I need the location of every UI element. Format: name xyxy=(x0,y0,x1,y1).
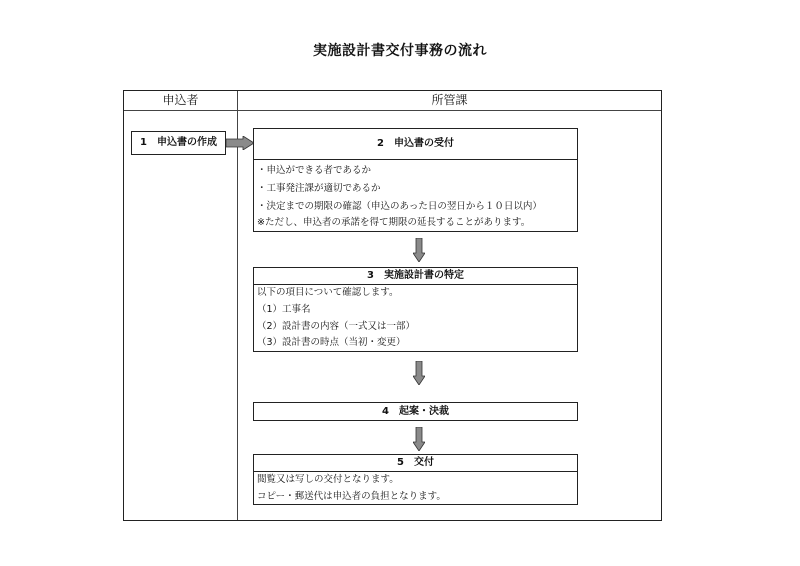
step-5-line: コピー・郵送代は申込者の負担となります。 xyxy=(257,491,446,502)
step-3-line: （1）工事名 xyxy=(257,304,311,315)
arrow-down-icon xyxy=(413,427,425,451)
step-1-box xyxy=(131,131,226,155)
step-4-label: 4 起案・決裁 xyxy=(382,406,449,417)
arrow-right-icon xyxy=(226,136,254,150)
arrow-down-icon xyxy=(413,361,425,385)
header-divider xyxy=(124,110,661,111)
step-2-line: ・決定までの期限の確認（申込のあった日の翌日から１０日以内） xyxy=(257,201,542,212)
document-title: 実施設計書交付事務の流れ xyxy=(313,43,487,59)
step-2-box xyxy=(253,128,578,232)
step-3-label: 3 実施設計書の特定 xyxy=(254,268,577,285)
step-3-line: （2）設計書の内容（一式又は一部） xyxy=(257,321,416,332)
step-3-box xyxy=(253,267,578,352)
arrow-down-icon xyxy=(413,238,425,262)
step-3-line: 以下の項目について確認します。 xyxy=(257,287,399,298)
column-divider xyxy=(237,91,238,520)
column-header-department: 所管課 xyxy=(431,93,468,107)
step-5-box xyxy=(253,454,578,505)
step-4-box xyxy=(253,402,578,421)
column-header-applicant: 申込者 xyxy=(162,93,199,107)
step-2-line: ・工事発注課が適切であるか xyxy=(257,183,381,194)
step-5-line: 閲覧又は写しの交付となります。 xyxy=(257,474,399,485)
step-3-line: （3）設計書の時点（当初・変更） xyxy=(257,337,406,348)
step-2-line: ※ただし、申込者の承諾を得て期限の延長することがあります。 xyxy=(257,217,531,228)
step-5-label: 5 交付 xyxy=(254,455,577,472)
step-1-label: 1 申込書の作成 xyxy=(140,137,217,148)
step-2-line: ・申込ができる者であるか xyxy=(257,165,372,176)
step-2-label: 2 申込書の受付 xyxy=(254,129,577,160)
